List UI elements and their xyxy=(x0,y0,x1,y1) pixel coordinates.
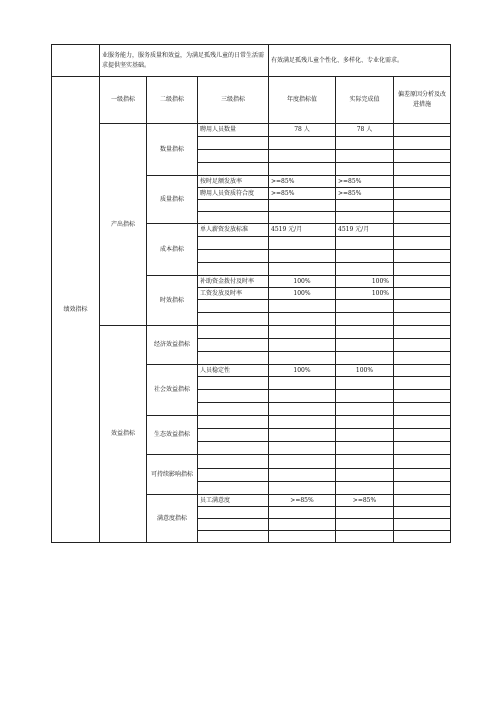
indicator-name: 人员稳定性 xyxy=(198,365,269,377)
deviation-cell xyxy=(394,365,451,377)
empty-cell xyxy=(198,469,269,482)
indicator-name: 补助资金拨付及时率 xyxy=(198,276,269,288)
empty-cell xyxy=(336,416,394,429)
empty-cell xyxy=(394,263,451,276)
empty-cell xyxy=(198,429,269,442)
empty-cell xyxy=(336,390,394,403)
empty-cell xyxy=(198,163,269,176)
empty-cell xyxy=(198,250,269,263)
deviation-cell xyxy=(394,495,451,507)
empty-cell xyxy=(198,531,269,543)
empty-cell xyxy=(394,469,451,482)
empty-cell xyxy=(394,137,451,150)
empty-cell xyxy=(336,313,394,326)
header-actual: 实际完成值 xyxy=(336,77,394,124)
empty-cell xyxy=(336,352,394,365)
header-level1: 一级指标 xyxy=(100,77,147,124)
empty-cell xyxy=(269,263,336,276)
empty-cell xyxy=(336,519,394,531)
empty-cell xyxy=(394,352,451,365)
empty-cell xyxy=(336,403,394,416)
empty-cell xyxy=(269,403,336,416)
empty-cell xyxy=(198,313,269,326)
empty-cell xyxy=(336,200,394,212)
empty-cell xyxy=(198,416,269,429)
empty-cell xyxy=(198,455,269,469)
empty-cell xyxy=(269,455,336,469)
empty-cell xyxy=(394,300,451,313)
empty-cell xyxy=(269,507,336,519)
empty-cell xyxy=(269,326,336,339)
indicator-name: 员工满意度 xyxy=(198,495,269,507)
group-output: 产出指标 xyxy=(100,124,147,326)
target-value: 100% xyxy=(269,276,336,288)
empty-cell xyxy=(394,455,451,469)
empty-cell xyxy=(198,352,269,365)
indicator-name: 聘用人员资质符合度 xyxy=(198,188,269,200)
empty-cell xyxy=(336,442,394,455)
target-value: >=85% xyxy=(269,188,336,200)
empty-cell xyxy=(198,482,269,495)
intro-right-text: 有效满足孤残儿童个性化、多样化、专业化需求。 xyxy=(269,45,451,77)
empty-cell xyxy=(269,339,336,352)
empty-cell xyxy=(394,416,451,429)
empty-cell xyxy=(394,313,451,326)
empty-cell xyxy=(269,519,336,531)
empty-cell xyxy=(269,377,336,390)
target-value: 4519 元/月 xyxy=(269,224,336,237)
actual-value: 100% xyxy=(336,276,394,288)
actual-value: 78 人 xyxy=(336,124,394,137)
empty-cell xyxy=(394,250,451,263)
indicator-name: 按时足额发放率 xyxy=(198,176,269,188)
empty-cell xyxy=(394,519,451,531)
sub-social: 社会效益指标 xyxy=(147,365,198,416)
empty-cell xyxy=(269,429,336,442)
empty-cell xyxy=(198,263,269,276)
empty-cell xyxy=(336,163,394,176)
target-value: >=85% xyxy=(269,176,336,188)
empty-cell xyxy=(269,482,336,495)
sub-quantity: 数量指标 xyxy=(147,124,198,176)
empty-cell xyxy=(394,507,451,519)
target-value: 100% xyxy=(269,288,336,300)
empty-cell xyxy=(198,390,269,403)
empty-cell xyxy=(336,300,394,313)
empty-cell xyxy=(198,403,269,416)
empty-cell xyxy=(198,150,269,163)
sub-economic: 经济效益指标 xyxy=(147,326,198,365)
empty-cell xyxy=(198,339,269,352)
empty-cell xyxy=(336,482,394,495)
deviation-cell xyxy=(394,224,451,237)
indicator-name: 聘用人员数量 xyxy=(198,124,269,137)
empty-cell xyxy=(394,200,451,212)
empty-cell xyxy=(394,403,451,416)
target-value: 100% xyxy=(269,365,336,377)
empty-cell xyxy=(336,531,394,543)
empty-cell xyxy=(198,300,269,313)
sub-quality: 质量指标 xyxy=(147,176,198,224)
group-benefit: 效益指标 xyxy=(100,326,147,543)
empty-cell xyxy=(198,212,269,224)
empty-cell xyxy=(336,339,394,352)
actual-value: 100% xyxy=(336,288,394,300)
header-row xyxy=(52,77,451,124)
header-annual-target: 年度指标值 xyxy=(269,77,336,124)
indicator-name: 工资发放及时率 xyxy=(198,288,269,300)
empty-cell xyxy=(336,507,394,519)
empty-cell xyxy=(394,339,451,352)
empty-cell xyxy=(198,200,269,212)
empty-cell xyxy=(336,429,394,442)
empty-cell xyxy=(336,250,394,263)
empty-cell xyxy=(394,212,451,224)
empty-cell xyxy=(394,531,451,543)
empty-cell xyxy=(394,442,451,455)
deviation-cell xyxy=(394,188,451,200)
empty-cell xyxy=(269,137,336,150)
empty-cell xyxy=(198,326,269,339)
table-row xyxy=(52,326,451,339)
empty-cell xyxy=(269,163,336,176)
empty-cell xyxy=(336,212,394,224)
empty-cell xyxy=(269,200,336,212)
empty-cell xyxy=(269,237,336,250)
actual-value: >=85% xyxy=(336,176,394,188)
intro-left-text: 业服务能力，服务质量和效益，为满足孤残儿童的日常生活需求提供坚实基础。 xyxy=(100,45,269,77)
empty-cell xyxy=(394,390,451,403)
empty-cell xyxy=(394,377,451,390)
empty-cell xyxy=(269,442,336,455)
header-level2: 二级指标 xyxy=(147,77,198,124)
empty-cell xyxy=(336,150,394,163)
empty-cell xyxy=(336,469,394,482)
empty-cell xyxy=(269,416,336,429)
header-level3: 三级指标 xyxy=(198,77,269,124)
empty-cell xyxy=(394,150,451,163)
empty-cell xyxy=(336,326,394,339)
target-value: >=85% xyxy=(269,495,336,507)
empty-cell xyxy=(336,263,394,276)
empty-cell xyxy=(394,482,451,495)
performance-table xyxy=(51,44,451,543)
empty-cell xyxy=(394,429,451,442)
empty-cell xyxy=(198,377,269,390)
sub-sustainable: 可持续影响指标 xyxy=(147,455,198,495)
actual-value: 100% xyxy=(336,365,394,377)
sub-cost: 成本指标 xyxy=(147,224,198,276)
sub-satisfaction: 满意度指标 xyxy=(147,495,198,543)
indicator-name: 单人薪资发放标准 xyxy=(198,224,269,237)
table-row xyxy=(52,124,451,137)
sub-timeliness: 时效指标 xyxy=(147,276,198,326)
empty-cell xyxy=(336,237,394,250)
top-category-cell: 绩效指标 xyxy=(52,77,100,543)
empty-cell xyxy=(394,163,451,176)
deviation-cell xyxy=(394,124,451,137)
empty-cell xyxy=(198,237,269,250)
empty-cell xyxy=(269,300,336,313)
header-deviation: 偏差原因分析及改进措施 xyxy=(394,77,451,124)
empty-cell xyxy=(394,237,451,250)
empty-cell xyxy=(269,531,336,543)
intro-row xyxy=(52,45,451,77)
empty-cell xyxy=(394,326,451,339)
empty-cell xyxy=(198,507,269,519)
empty-cell xyxy=(269,212,336,224)
empty-cell xyxy=(336,455,394,469)
deviation-cell xyxy=(394,276,451,288)
empty-cell xyxy=(269,352,336,365)
empty-cell xyxy=(336,377,394,390)
empty-cell xyxy=(198,137,269,150)
empty-cell xyxy=(269,150,336,163)
empty-cell xyxy=(336,137,394,150)
empty-cell xyxy=(269,390,336,403)
target-value: 78 人 xyxy=(269,124,336,137)
empty-cell xyxy=(198,519,269,531)
empty-cell xyxy=(269,250,336,263)
actual-value: >=85% xyxy=(336,188,394,200)
deviation-cell xyxy=(394,288,451,300)
empty-cell xyxy=(269,313,336,326)
empty-cell xyxy=(269,469,336,482)
actual-value: 4519 元/月 xyxy=(336,224,394,237)
deviation-cell xyxy=(394,176,451,188)
empty-cell xyxy=(198,442,269,455)
actual-value: >=85% xyxy=(336,495,394,507)
sub-ecological: 生态效益指标 xyxy=(147,416,198,455)
intro-empty-cell xyxy=(52,45,100,77)
